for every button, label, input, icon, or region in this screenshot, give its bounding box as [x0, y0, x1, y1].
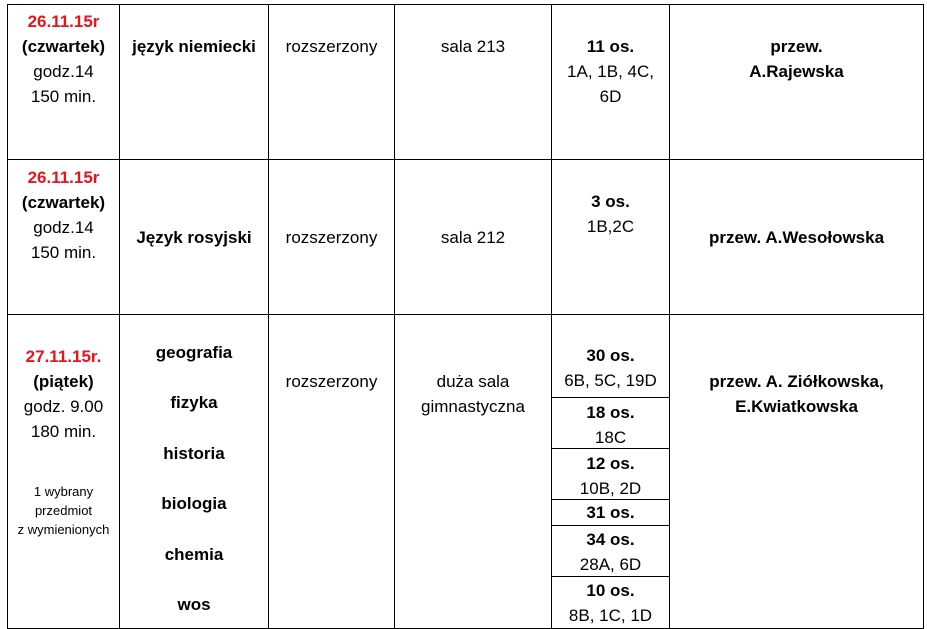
subject-name: fizyka — [170, 393, 218, 412]
exam-date: 26.11.15r — [27, 168, 100, 187]
subject-name: geografia — [155, 343, 233, 362]
exam-day: (piątek) — [33, 372, 94, 391]
exam-duration: 150 min. — [30, 243, 97, 262]
exam-level: rozszerzony — [285, 227, 378, 247]
exam-duration: 150 min. — [30, 87, 97, 106]
student-classes: 6B, 5C, 19D — [564, 371, 657, 390]
exam-time: godz.14 — [33, 62, 94, 81]
exam-room: sala 213 — [440, 37, 506, 56]
exam-note: przedmiot — [34, 503, 93, 518]
student-classes: 28A, 6D — [579, 555, 642, 574]
student-classes: 6D — [599, 87, 622, 106]
level-cell — [269, 5, 395, 160]
student-group — [552, 398, 669, 449]
exam-room: gimnastyczna — [421, 397, 525, 416]
exam-note: z wymienionych — [17, 522, 110, 537]
exam-level: rozszerzony — [285, 372, 378, 391]
student-classes: 10B, 2D — [579, 479, 642, 498]
exam-day: (czwartek) — [21, 193, 106, 212]
exam-date: 27.11.15r. — [25, 347, 102, 366]
exam-time: godz.14 — [33, 218, 94, 237]
student-group — [552, 315, 669, 398]
student-count: 11 os. — [586, 37, 635, 56]
exam-room: duża sala — [436, 372, 510, 391]
exam-note: 1 wybrany — [33, 484, 94, 499]
subject-name: język niemiecki — [132, 37, 256, 56]
date-cell — [8, 160, 120, 315]
student-count: 18 os. — [586, 403, 635, 422]
table-row — [8, 160, 924, 315]
room-cell — [395, 315, 552, 629]
date-cell — [8, 5, 120, 160]
supervisor-cell — [670, 5, 924, 160]
table-row — [8, 5, 924, 160]
subject-list-cell — [120, 315, 269, 629]
exam-date: 26.11.15r — [27, 12, 100, 31]
date-cell — [8, 315, 120, 629]
subject-name: historia — [163, 444, 225, 463]
student-group — [552, 577, 669, 628]
supervisor-cell — [670, 160, 924, 315]
table-row — [8, 315, 924, 629]
subject-name: biologia — [161, 494, 227, 513]
student-classes: 8B, 1C, 1D — [568, 606, 653, 625]
supervisor-cell — [670, 315, 924, 629]
students-cell — [552, 5, 670, 160]
student-group — [552, 449, 669, 500]
student-classes: 1A, 1B, 4C, — [567, 62, 654, 81]
supervisor-name: A.Rajewska — [749, 62, 844, 81]
exam-schedule-table — [7, 4, 924, 629]
subject-cell — [120, 5, 269, 160]
subject-name: chemia — [164, 545, 224, 564]
exam-level: rozszerzony — [285, 37, 378, 56]
student-count: 31 os. — [586, 503, 635, 522]
exam-time: godz. 9.00 — [23, 397, 104, 416]
subject-name: Język rosyjski — [136, 227, 252, 247]
room-cell — [395, 160, 552, 315]
student-count: 10 os. — [586, 581, 635, 600]
level-cell — [269, 315, 395, 629]
student-group — [552, 526, 669, 577]
exam-room: sala 212 — [440, 227, 506, 247]
student-count: 34 os. — [586, 530, 635, 549]
students-cell — [552, 160, 670, 315]
level-cell — [269, 160, 395, 315]
supervisor-name: E.Kwiatkowska — [735, 397, 858, 416]
subject-name: wos — [177, 595, 211, 614]
student-classes: 18C — [594, 428, 627, 447]
subject-cell — [120, 160, 269, 315]
exam-day: (czwartek) — [21, 37, 106, 56]
supervisor-name: przew. A.Wesołowska — [708, 227, 885, 247]
student-count: 12 os. — [586, 454, 635, 473]
supervisor-name: przew. — [770, 37, 823, 56]
student-count: 3 os. — [591, 192, 630, 211]
supervisor-name: przew. A. Ziółkowska, — [709, 372, 884, 391]
exam-duration: 180 min. — [30, 422, 97, 441]
student-group — [552, 500, 669, 526]
student-groups-cell — [552, 315, 670, 629]
student-classes: 1B,2C — [586, 217, 635, 236]
room-cell — [395, 5, 552, 160]
student-count: 30 os. — [586, 346, 635, 365]
